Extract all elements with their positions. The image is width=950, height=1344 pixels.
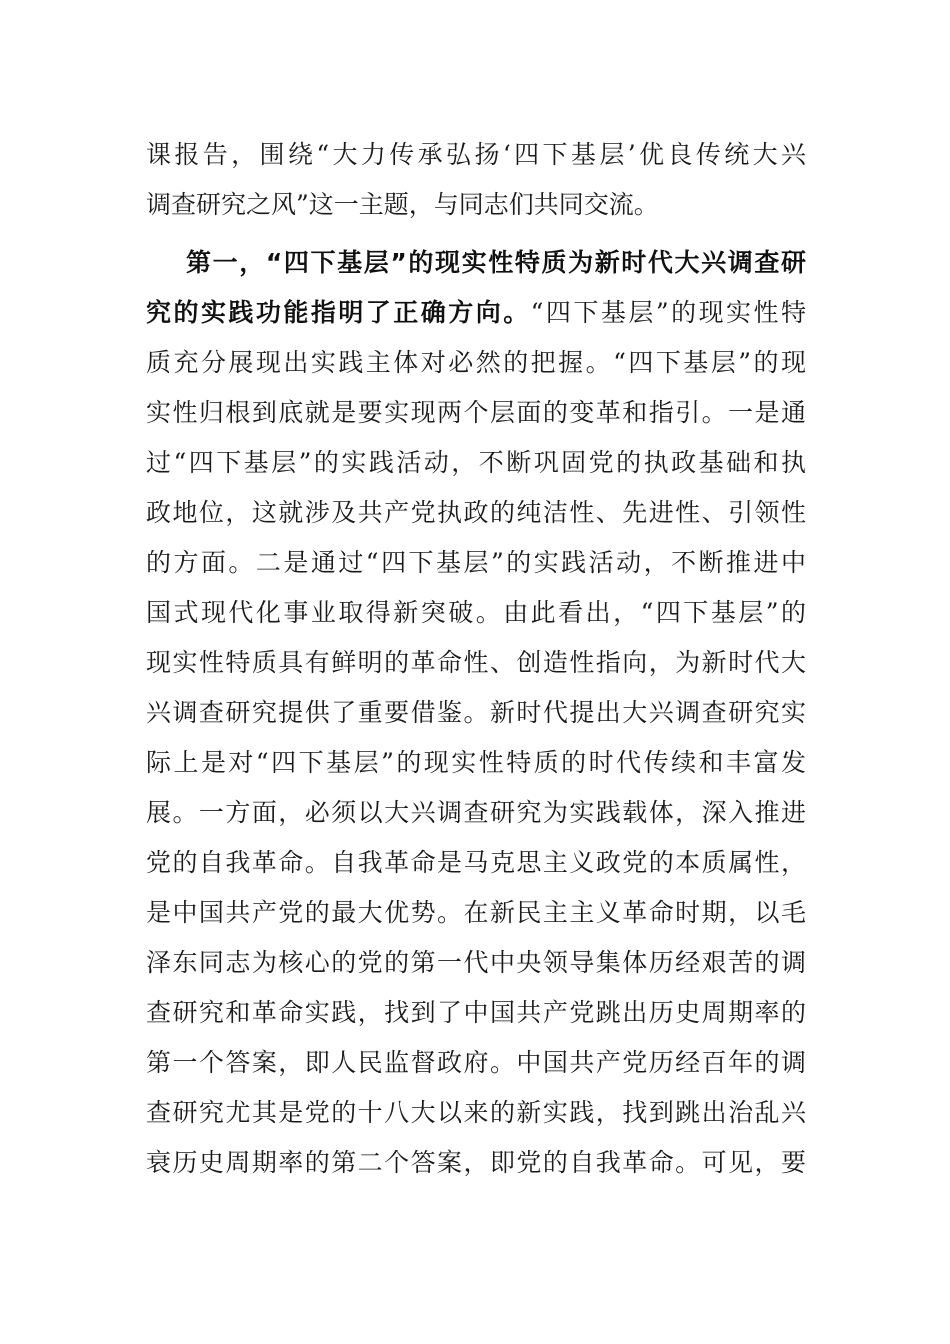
text-line: 展。一方面，必须以大兴调查研究为实践载体，深入推进 bbox=[146, 798, 806, 827]
text-line: 兴调查研究提供了重要借鉴。新时代提出大兴调查研究实 bbox=[146, 698, 806, 727]
text-line: 党的自我革命。自我革命是马克思主义政党的本质属性， bbox=[146, 848, 806, 877]
body-text bbox=[146, 130, 806, 1188]
text-line: 调查研究之风”这一主题，与同志们共同交流。 bbox=[146, 190, 659, 219]
paragraph-spacer bbox=[146, 230, 806, 238]
section-heading-end: 究的实践功能指明了正确方向。 bbox=[146, 298, 531, 327]
text-line: 查研究和革命实践，找到了中国共产党跳出历史周期率的 bbox=[146, 998, 806, 1027]
text-line: 过“四下基层”的实践活动，不断巩固党的执政基础和执 bbox=[146, 448, 806, 477]
paragraph-2 bbox=[146, 238, 806, 1188]
section-heading-line: 第一，“四下基层”的现实性特质为新时代大兴调查研 bbox=[186, 248, 806, 277]
text-segment: “四下基层”的现实性特 bbox=[530, 298, 806, 327]
text-line: 的方面。二是通过“四下基层”的实践活动，不断推进中 bbox=[146, 548, 806, 577]
text-line: 现实性特质具有鲜明的革命性、创造性指向，为新时代大 bbox=[146, 648, 806, 677]
text-line: 质充分展现出实践主体对必然的把握。“四下基层”的现 bbox=[146, 348, 806, 377]
text-line: 衰历史周期率的第二个答案，即党的自我革命。可见，要 bbox=[146, 1148, 806, 1177]
text-line: 国式现代化事业取得新突破。由此看出，“四下基层”的 bbox=[146, 598, 806, 627]
text-line: 是中国共产党的最大优势。在新民主主义革命时期，以毛 bbox=[146, 898, 806, 927]
text-line: 泽东同志为核心的党的第一代中央领导集体历经艰苦的调 bbox=[146, 948, 806, 977]
text-line: 实性归根到底就是要实现两个层面的变革和指引。一是通 bbox=[146, 398, 806, 427]
text-line: 第一个答案，即人民监督政府。中国共产党历经百年的调 bbox=[146, 1048, 806, 1077]
paragraph-1 bbox=[146, 130, 806, 230]
text-line: 政地位，这就涉及共产党执政的纯洁性、先进性、引领性 bbox=[146, 498, 806, 527]
text-line: 查研究尤其是党的十八大以来的新实践，找到跳出治乱兴 bbox=[146, 1098, 806, 1127]
text-line: 课报告，围绕“大力传承弘扬‘四下基层’优良传统大兴 bbox=[146, 140, 806, 169]
text-line: 际上是对“四下基层”的现实性特质的时代传续和丰富发 bbox=[146, 748, 806, 777]
text-line bbox=[146, 288, 806, 338]
